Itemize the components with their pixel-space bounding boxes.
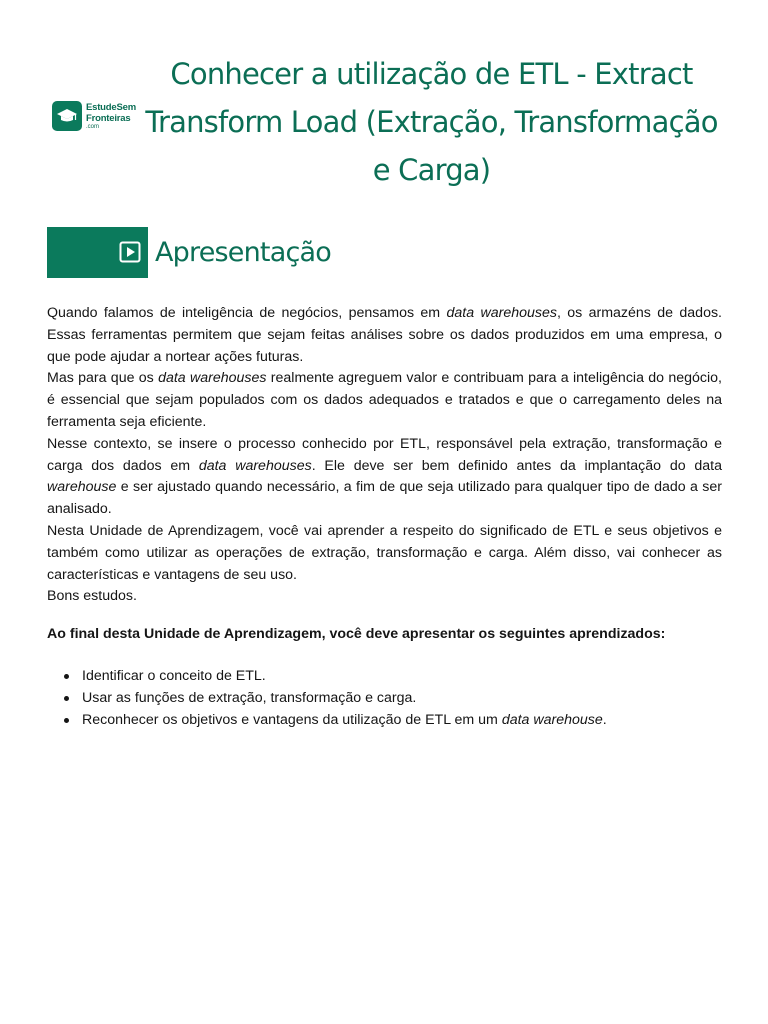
document-title: Conhecer a utilização de ETL - Extract Transform Load (Extração, Transformação e Carga)	[145, 57, 718, 187]
list-item: Identificar o conceito de ETL.	[82, 665, 722, 687]
logo	[52, 101, 136, 131]
list-item: Reconhecer os objetivos e vantagens da utilização de ETL em um data warehouse.	[82, 709, 722, 731]
paragraph-2: Mas para que os data warehouses realmente agreguem valor e contribuam para a inteligência do negócio, é essencial que sejam populados com os dados adequados e tratados e que o carregamento deles na ferramenta seja eficiente.	[47, 370, 722, 430]
play-icon	[119, 241, 141, 263]
logo-line2: Fronteiras	[86, 112, 131, 124]
logo-text	[86, 102, 136, 131]
section-bar	[47, 227, 148, 278]
logo-suffix: .com	[86, 123, 100, 130]
objectives-list	[47, 665, 722, 731]
logo-line1: EstudeSem	[86, 101, 136, 113]
list-item: Usar as funções de extração, transformação e carga.	[82, 687, 722, 709]
section-title: Apresentação	[155, 237, 331, 268]
paragraph-5: Bons estudos.	[47, 588, 137, 605]
body-content	[47, 303, 722, 731]
objectives-heading: Ao final desta Unidade de Aprendizagem, você deve apresentar os seguintes aprendizados:	[47, 626, 666, 643]
paragraph-1: Quando falamos de inteligência de negócios, pensamos em data warehouses, os armazéns de dados. Essas ferramentas permitem que sejam feitas análises sobre os dados produzidos em uma empresa, o que pode ajudar a nortear ações futuras.	[47, 305, 722, 365]
graduation-cap-icon	[52, 101, 82, 131]
paragraph-3: Nesse contexto, se insere o processo conhecido por ETL, responsável pela extração, transformação e carga dos dados em data warehouses. Ele deve ser bem definido antes da implantação do data warehouse e ser ajustado quando necessário, a fim de que seja utilizado para qualquer tipo de dado a ser analisado.	[47, 435, 722, 518]
paragraph-4: Nesta Unidade de Aprendizagem, você vai aprender a respeito do significado de ETL e seus objetivos e também como utilizar as operações de extração, transformação e carga. Além disso, vai conhecer as características e vantagens de seu uso.	[47, 522, 722, 583]
